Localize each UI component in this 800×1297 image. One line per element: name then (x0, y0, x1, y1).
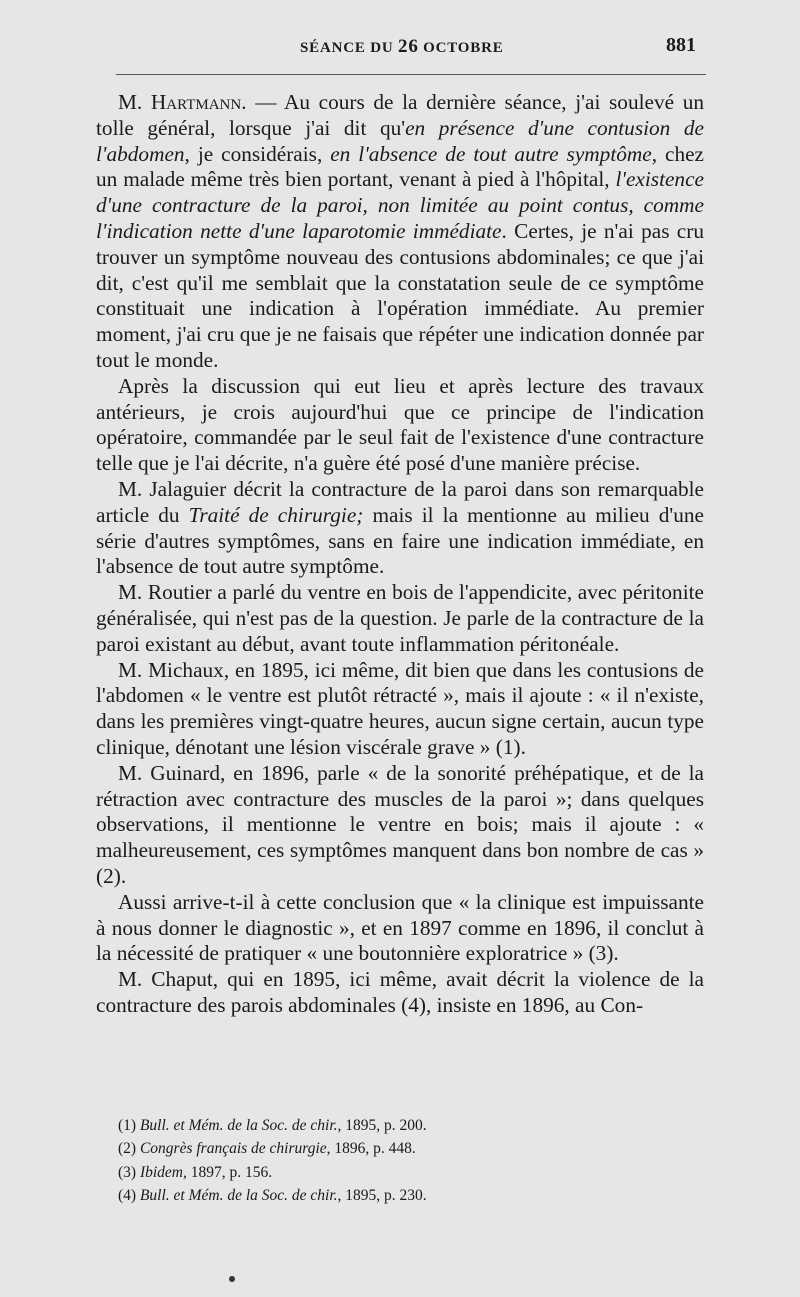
body-text (96, 90, 704, 1019)
text-run: Après la discussion qui eut lieu et après lecture des travaux antérieurs, je crois aujourd'hui que ce principe de l'indication opératoire, commandée par le seul fait de l'existence d'une contracture telle que je l'ai décrite, n'a guère été posé d'une manière précise. (96, 373, 704, 476)
text-run: Aussi arrive-t-il à cette conclusion que « la clinique est impuissante à nous donner le diagnostic », et en 1897 comme en 1896, il conclut à la nécessité de pratiquer « une boutonnière exploratrice » (3). (96, 889, 704, 966)
paragraph (96, 374, 704, 477)
ink-dot (229, 1276, 235, 1282)
paragraph (96, 890, 704, 967)
text-run: , chez un malade même très bien portant, venant à pied à l'hôpital, (96, 141, 705, 192)
text-run: M. Jalaguier décrit la contracture de la paroi dans son remarquable article du (96, 476, 704, 527)
paragraph (96, 90, 704, 374)
footnote-source: Congrès français de chirurgie (139, 1140, 327, 1158)
footnote-number: (2) (118, 1140, 140, 1158)
italic-text: l'existence d'une contracture de la paroi, non limitée au point contus, comme l'indication nette d'une laparotomie immédiate (96, 167, 704, 243)
footnotes (118, 1114, 618, 1207)
footnote-source: Bull. et Mém. de la Soc. de chir. (139, 1117, 338, 1134)
text-run: . Certes, je n'ai pas cru trouver un symptôme nouveau des contusions abdominales; ce que j'ai dit, c'est qu'il me semblait que la constatation seule de ce symptôme constituait une indication à l'opération immédiate. Au premier moment, j'ai cru que je ne faisais que répéter une indication donnée par tout le monde. (96, 218, 704, 372)
footnote-source: Ibidem (139, 1163, 183, 1181)
footnote-reference: , 1896, p. 448. (326, 1140, 416, 1158)
footnote-reference: , 1895, p. 200. (337, 1117, 427, 1134)
text-run: M. Guinard, en 1896, parle « de la sonorité préhépatique, et de la rétraction avec contracture des muscles de la paroi »; dans quelques observations, il mentionne le ventre en bois; mais il ajoute : « malheureusement, ces symptômes manquent dans bon nombre de cas » (2). (96, 760, 704, 888)
paragraph (96, 658, 704, 761)
page-number: 881 (666, 34, 696, 56)
italic-text: Traité de chirurgie; (188, 502, 364, 527)
paragraph (96, 761, 704, 890)
italic-text: en présence d'une contusion de l'abdomen (96, 115, 704, 166)
footnote (118, 1137, 618, 1160)
page-header (0, 34, 800, 64)
text-run: mais il la mentionne au milieu d'une série d'autres symptômes, sans en faire une indication immédiate, en l'absence de tout autre symptôme. (96, 502, 704, 579)
footnote (118, 1114, 618, 1137)
footnote-reference: , 1897, p. 156. (183, 1163, 273, 1181)
text-run: M. (118, 90, 151, 114)
running-head (300, 36, 504, 58)
footnote-number: (3) (118, 1163, 140, 1181)
paragraph (96, 477, 704, 580)
italic-text: en l'absence de tout autre symptôme (330, 141, 652, 166)
text-run: , je considérais, (184, 141, 331, 166)
paragraph (96, 580, 704, 657)
footnote-reference: , 1895, p. 230. (337, 1186, 427, 1204)
author-name: Hartmann (150, 90, 242, 114)
footnote (118, 1184, 618, 1207)
footnote-number: (4) (118, 1186, 140, 1204)
footnote (118, 1161, 618, 1184)
text-run: . — Au cours de la dernière séance, j'ai soulevé un tolle général, lorsque j'ai dit qu' (96, 90, 704, 140)
running-head-text: SÉANCE DU (300, 40, 399, 56)
text-run: M. Routier a parlé du ventre en bois de l'appendicite, avec péritonite généralisée, qui n'est pas de la question. Je parle de la contracture de la paroi existant au début, avant toute inflammation péritonéale. (96, 580, 704, 656)
text-run: M. Michaux, en 1895, ici même, dit bien que dans les contusions de l'abdomen « le ventre est plutôt rétracté », mais il ajoute : « il n'existe, dans les premières vingt-quatre heures, aucun signe certain, aucun type clinique, dénotant une lésion viscérale grave » (1). (96, 657, 704, 759)
footnote-source: Bull. et Mém. de la Soc. de chir. (139, 1186, 338, 1204)
footnote-number: (1) (118, 1117, 140, 1134)
text-run: M. Chaput, qui en 1895, ici même, avait décrit la violence de la contracture des parois abdominales (4), insiste en 1896, au Con- (96, 967, 704, 1017)
paragraph (96, 967, 704, 1019)
header-rule (116, 74, 706, 75)
running-head-month: OCTOBRE (418, 40, 504, 56)
running-head-day: 26 (398, 36, 419, 57)
